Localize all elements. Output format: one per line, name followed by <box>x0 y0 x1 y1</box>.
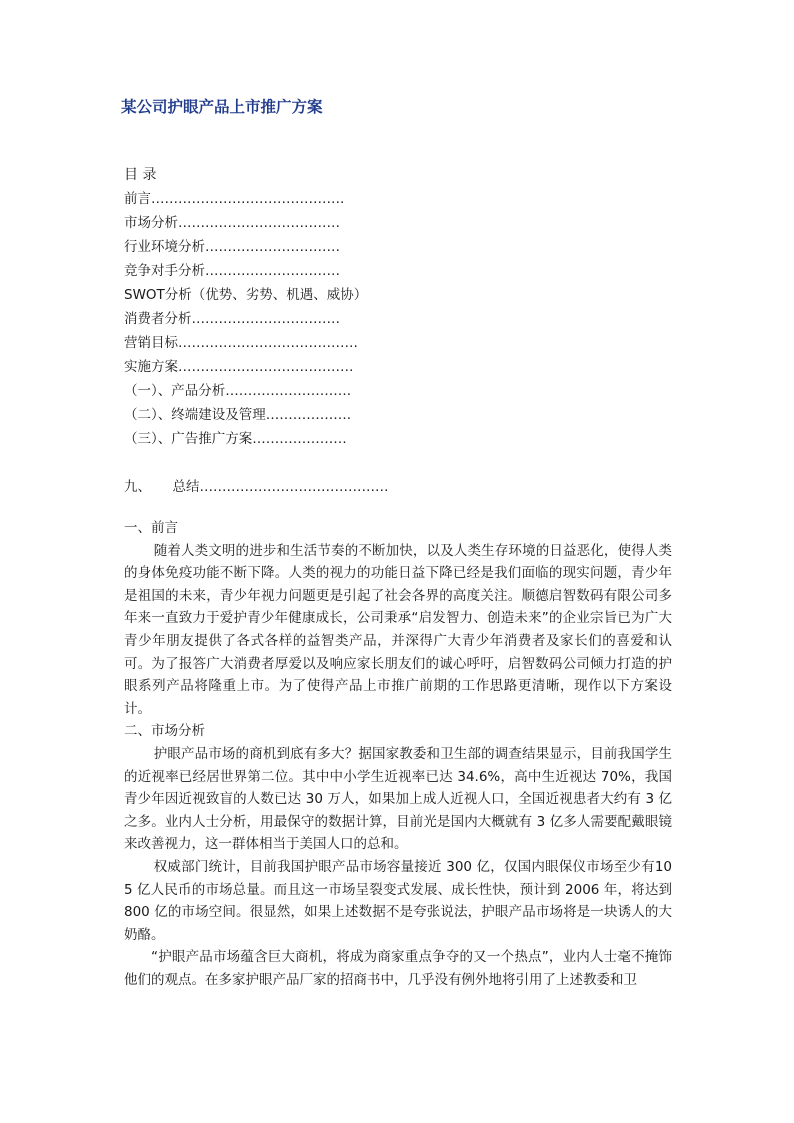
document-title: 某公司护眼产品上市推广方案 <box>121 97 323 116</box>
toc-item-product-analysis[interactable]: （一）、产品分析………………………. <box>124 383 352 399</box>
toc-heading: 目 录 <box>124 167 157 183</box>
toc-spacer <box>124 451 684 475</box>
toc-item-industry-environment[interactable]: 行业环境分析………………………… <box>124 239 340 255</box>
market-analysis-paragraph-1: 护眼产品市场的商机到底有多大？据国家教委和卫生部的调查结果显示，目前我国学生的近视率已经居世界第二位。其中中小学生近视率已达 34.6%，高中生近视达 70%，我国青少年因近视致盲的人数已达 30 万人，如果加上成人近视人口，全国近视患者大约有 3 亿之多。业内人士分析，用最保守的数据计算，目前光是国内大概就有 3 亿多人需要配戴眼镜来改善视力，这一群体相当于美国人口的总和。 <box>124 745 672 853</box>
toc-item-swot-analysis[interactable]: SWOT分析（优势、劣势、机遇、威协） <box>124 287 368 303</box>
preface-paragraph: 随着人类文明的进步和生活节奏的不断加快，以及人类生存环境的日益恶化，使得人类的身体免疫功能不断下降。人类的视力的功能日益下降已经是我们面临的现实问题，青少年是祖国的未来，青少年视力问题更是引起了社会各界的高度关注。顺德启智数码有限公司多年来一直致力于爱护青少年健康成长，公司秉承“启发智力、创造未来”的企业宗旨已为广大青少年朋友提供了各式各样的益智类产品，并深得广大青少年消费者及家长们的喜爱和认可。为了报答广大消费者厚爱以及响应家长朋友们的诚心呼吁，启智数码公司倾力打造的护眼系列产品将隆重上市。为了使得产品上市推广前期的工作思路更清晰，现作以下方案设计。 <box>124 542 672 717</box>
toc-item-terminal-construction[interactable]: （二）、终端建设及管理………………. <box>124 407 352 423</box>
market-analysis-paragraph-3: “护眼产品市场蕴含巨大商机，将成为商家重点争夺的又一个热点”，业内人士毫不掩饰他们的观点。在多家护眼产品厂家的招商书中，几乎没有例外地将引用了上述教委和卫 <box>124 949 672 988</box>
section-heading-market-analysis: 二、市场分析 <box>124 723 205 740</box>
toc-item-marketing-goals[interactable]: 营销目标…………………………………. <box>124 335 358 351</box>
toc-item-advertising-plan[interactable]: （三）、广告推广方案………………… <box>124 431 347 447</box>
toc-item-summary[interactable]: 九、 总结…………………………………… <box>124 479 389 495</box>
table-of-contents <box>124 163 684 499</box>
toc-item-market-analysis[interactable]: 市场分析……………………………… <box>124 215 340 231</box>
toc-item-preface[interactable]: 前言……………………………………. <box>124 191 345 207</box>
toc-item-consumer-analysis[interactable]: 消费者分析…………………………… <box>124 311 340 327</box>
toc-item-implementation-plan[interactable]: 实施方案………………………………… <box>124 359 354 375</box>
toc-item-competitor-analysis[interactable]: 竞争对手分析………………………… <box>124 263 340 279</box>
market-analysis-paragraph-2: 权威部门统计，目前我国护眼产品市场容量接近 300 亿，仅国内眼保仪市场至少有105 亿人民币的市场总量。而且这一市场呈裂变式发展、成长性快，预计到 2006 年，将达到 800 亿的市场空间。很显然，如果上述数据不是夸张说法，护眼产品市场将是一块诱人的大奶酪。 <box>124 858 672 943</box>
document-body <box>124 517 672 991</box>
section-heading-preface: 一、前言 <box>124 520 178 536</box>
